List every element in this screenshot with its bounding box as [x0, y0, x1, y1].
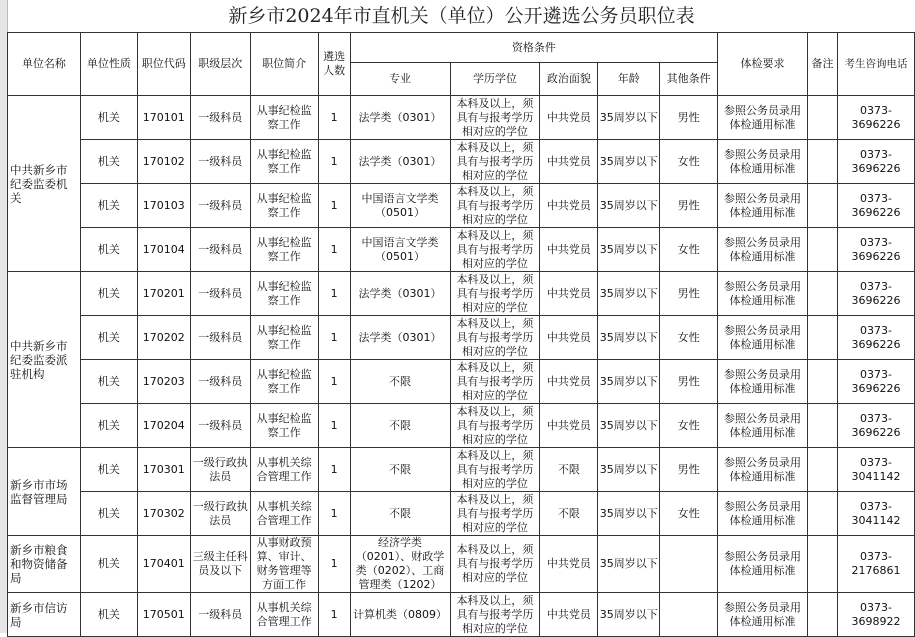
cell-level: 一级科员 — [190, 593, 250, 637]
cell-political: 不限 — [540, 492, 598, 536]
cell-physical: 参照公务员录用体检通用标准 — [718, 404, 808, 448]
cell-physical: 参照公务员录用体检通用标准 — [718, 96, 808, 140]
cell-other: 女性 — [660, 228, 718, 272]
cell-note — [807, 96, 837, 140]
cell-edu: 本科及以上，须具有与报考学历相对应的学位 — [450, 316, 540, 360]
cell-code: 170103 — [137, 184, 190, 228]
cell-other: 男性 — [660, 184, 718, 228]
cell-count: 1 — [318, 316, 350, 360]
cell-code: 170202 — [137, 316, 190, 360]
cell-intro: 从事纪检监察工作 — [250, 316, 318, 360]
cell-nature: 机关 — [80, 96, 137, 140]
cell-nature: 机关 — [80, 228, 137, 272]
cell-other: 男性 — [660, 272, 718, 316]
cell-intro: 从事纪检监察工作 — [250, 96, 318, 140]
cell-note — [807, 593, 837, 637]
cell-edu: 本科及以上，须具有与报考学历相对应的学位 — [450, 448, 540, 492]
cell-level: 一级行政执法员 — [190, 448, 250, 492]
cell-phone: 0373-2176861 — [837, 536, 914, 593]
cell-phone: 0373-3696226 — [837, 140, 914, 184]
header-intro: 职位简介 — [250, 33, 318, 96]
positions-table — [7, 32, 915, 637]
cell-phone: 0373-3041142 — [837, 492, 914, 536]
cell-edu: 本科及以上，须具有与报考学历相对应的学位 — [450, 360, 540, 404]
cell-political: 中共党员 — [540, 316, 598, 360]
cell-major: 中国语言文学类（0501） — [350, 184, 450, 228]
cell-intro: 从事纪检监察工作 — [250, 404, 318, 448]
cell-count: 1 — [318, 492, 350, 536]
cell-age: 35周岁以下 — [598, 316, 660, 360]
cell-age: 35周岁以下 — [598, 272, 660, 316]
header-major: 专业 — [350, 63, 450, 96]
cell-age: 35周岁以下 — [598, 492, 660, 536]
cell-other: 女性 — [660, 492, 718, 536]
cell-code: 170204 — [137, 404, 190, 448]
cell-level: 一级科员 — [190, 96, 250, 140]
cell-count: 1 — [318, 272, 350, 316]
cell-code: 170104 — [137, 228, 190, 272]
cell-nature: 机关 — [80, 140, 137, 184]
cell-other: 女性 — [660, 316, 718, 360]
cell-level: 一级科员 — [190, 360, 250, 404]
table-row — [8, 184, 915, 228]
cell-political: 中共党员 — [540, 228, 598, 272]
cell-major: 不限 — [350, 404, 450, 448]
cell-other: 男性 — [660, 360, 718, 404]
cell-other — [660, 593, 718, 637]
header-count: 遴选人数 — [318, 33, 350, 96]
cell-physical: 参照公务员录用体检通用标准 — [718, 272, 808, 316]
cell-physical: 参照公务员录用体检通用标准 — [718, 316, 808, 360]
cell-major: 不限 — [350, 492, 450, 536]
cell-edu: 本科及以上，须具有与报考学历相对应的学位 — [450, 96, 540, 140]
cell-edu: 本科及以上，须具有与报考学历相对应的学位 — [450, 536, 540, 593]
cell-intro: 从事纪检监察工作 — [250, 272, 318, 316]
header-level: 职级层次 — [190, 33, 250, 96]
cell-unit: 中共新乡市纪委监委派驻机构 — [8, 272, 81, 448]
cell-intro: 从事财政预算、审计、财务管理等方面工作 — [250, 536, 318, 593]
table-row — [8, 140, 915, 184]
cell-code: 170101 — [137, 96, 190, 140]
cell-count: 1 — [318, 184, 350, 228]
table-row — [8, 228, 915, 272]
page-title: 新乡市2024年市直机关（单位）公开遴选公务员职位表 — [8, 0, 915, 33]
cell-note — [807, 536, 837, 593]
cell-nature: 机关 — [80, 492, 137, 536]
cell-code: 170203 — [137, 360, 190, 404]
cell-major: 中国语言文学类（0501） — [350, 228, 450, 272]
cell-intro: 从事机关综合管理工作 — [250, 448, 318, 492]
cell-level: 一级科员 — [190, 404, 250, 448]
cell-count: 1 — [318, 228, 350, 272]
table-row — [8, 448, 915, 492]
cell-political: 中共党员 — [540, 272, 598, 316]
cell-major: 法学类（0301） — [350, 316, 450, 360]
cell-code: 170401 — [137, 536, 190, 593]
header-note: 备注 — [807, 33, 837, 96]
cell-age: 35周岁以下 — [598, 593, 660, 637]
cell-intro: 从事纪检监察工作 — [250, 184, 318, 228]
cell-level: 三级主任科员及以下 — [190, 536, 250, 593]
cell-edu: 本科及以上，须具有与报考学历相对应的学位 — [450, 272, 540, 316]
cell-code: 170302 — [137, 492, 190, 536]
cell-nature: 机关 — [80, 272, 137, 316]
table-row — [8, 593, 915, 637]
cell-age: 35周岁以下 — [598, 96, 660, 140]
cell-edu: 本科及以上，须具有与报考学历相对应的学位 — [450, 140, 540, 184]
cell-count: 1 — [318, 404, 350, 448]
cell-other — [660, 536, 718, 593]
cell-political: 中共党员 — [540, 404, 598, 448]
cell-edu: 本科及以上，须具有与报考学历相对应的学位 — [450, 228, 540, 272]
cell-physical: 参照公务员录用体检通用标准 — [718, 140, 808, 184]
cell-unit: 中共新乡市纪委监委机关 — [8, 96, 81, 272]
cell-phone: 0373-3696226 — [837, 228, 914, 272]
cell-intro: 从事纪检监察工作 — [250, 228, 318, 272]
cell-phone: 0373-3696226 — [837, 316, 914, 360]
header-age: 年龄 — [598, 63, 660, 96]
cell-unit: 新乡市粮食和物资储备局 — [8, 536, 81, 593]
cell-note — [807, 228, 837, 272]
cell-nature: 机关 — [80, 360, 137, 404]
cell-intro: 从事纪检监察工作 — [250, 360, 318, 404]
header-code: 职位代码 — [137, 33, 190, 96]
cell-unit: 新乡市市场监督管理局 — [8, 448, 81, 536]
cell-nature: 机关 — [80, 184, 137, 228]
cell-code: 170201 — [137, 272, 190, 316]
cell-major: 法学类（0301） — [350, 272, 450, 316]
header-qualifications: 资格条件 — [350, 33, 718, 63]
cell-edu: 本科及以上，须具有与报考学历相对应的学位 — [450, 184, 540, 228]
cell-level: 一级科员 — [190, 184, 250, 228]
cell-political: 不限 — [540, 448, 598, 492]
cell-phone: 0373-3696226 — [837, 404, 914, 448]
cell-phone: 0373-3698922 — [837, 593, 914, 637]
cell-age: 35周岁以下 — [598, 140, 660, 184]
header-nature: 单位性质 — [80, 33, 137, 96]
cell-other: 男性 — [660, 96, 718, 140]
cell-major: 不限 — [350, 448, 450, 492]
table-row — [8, 404, 915, 448]
cell-major: 法学类（0301） — [350, 96, 450, 140]
cell-note — [807, 448, 837, 492]
table-row — [8, 316, 915, 360]
cell-other: 女性 — [660, 404, 718, 448]
cell-age: 35周岁以下 — [598, 184, 660, 228]
table-body — [8, 96, 915, 637]
header-education: 学历学位 — [450, 63, 540, 96]
cell-age: 35周岁以下 — [598, 404, 660, 448]
cell-nature: 机关 — [80, 316, 137, 360]
cell-edu: 本科及以上，须具有与报考学历相对应的学位 — [450, 404, 540, 448]
cell-political: 中共党员 — [540, 536, 598, 593]
cell-note — [807, 404, 837, 448]
cell-note — [807, 184, 837, 228]
cell-unit: 新乡市信访局 — [8, 593, 81, 637]
cell-political: 中共党员 — [540, 96, 598, 140]
cell-age: 35周岁以下 — [598, 360, 660, 404]
cell-major: 经济学类（0201）、财政学类（0202）、工商管理类（1202） — [350, 536, 450, 593]
cell-note — [807, 140, 837, 184]
cell-phone: 0373-3041142 — [837, 448, 914, 492]
cell-age: 35周岁以下 — [598, 448, 660, 492]
cell-level: 一级科员 — [190, 228, 250, 272]
header-political: 政治面貌 — [540, 63, 598, 96]
table-row — [8, 360, 915, 404]
cell-code: 170102 — [137, 140, 190, 184]
cell-other: 男性 — [660, 448, 718, 492]
cell-major: 不限 — [350, 360, 450, 404]
header-unit: 单位名称 — [8, 33, 81, 96]
cell-physical: 参照公务员录用体检通用标准 — [718, 228, 808, 272]
cell-level: 一级科员 — [190, 316, 250, 360]
cell-code: 170301 — [137, 448, 190, 492]
cell-age: 35周岁以下 — [598, 228, 660, 272]
cell-level: 一级科员 — [190, 140, 250, 184]
cell-note — [807, 360, 837, 404]
cell-nature: 机关 — [80, 448, 137, 492]
cell-nature: 机关 — [80, 593, 137, 637]
cell-count: 1 — [318, 593, 350, 637]
cell-major: 法学类（0301） — [350, 140, 450, 184]
cell-other: 女性 — [660, 140, 718, 184]
cell-intro: 从事机关综合管理工作 — [250, 492, 318, 536]
cell-level: 一级科员 — [190, 272, 250, 316]
cell-code: 170501 — [137, 593, 190, 637]
cell-phone: 0373-3696226 — [837, 272, 914, 316]
cell-phone: 0373-3696226 — [837, 184, 914, 228]
cell-physical: 参照公务员录用体检通用标准 — [718, 536, 808, 593]
cell-physical: 参照公务员录用体检通用标准 — [718, 360, 808, 404]
cell-phone: 0373-3696226 — [837, 96, 914, 140]
cell-note — [807, 316, 837, 360]
cell-physical: 参照公务员录用体检通用标准 — [718, 593, 808, 637]
cell-physical: 参照公务员录用体检通用标准 — [718, 492, 808, 536]
cell-physical: 参照公务员录用体检通用标准 — [718, 184, 808, 228]
cell-nature: 机关 — [80, 404, 137, 448]
cell-physical: 参照公务员录用体检通用标准 — [718, 448, 808, 492]
table-row — [8, 492, 915, 536]
cell-phone: 0373-3696226 — [837, 360, 914, 404]
header-physical: 体检要求 — [718, 33, 808, 96]
cell-count: 1 — [318, 536, 350, 593]
cell-intro: 从事纪检监察工作 — [250, 140, 318, 184]
header-phone: 考生咨询电话 — [837, 33, 914, 96]
cell-political: 中共党员 — [540, 140, 598, 184]
cell-age: 35周岁以下 — [598, 536, 660, 593]
cell-note — [807, 272, 837, 316]
cell-major: 计算机类（0809） — [350, 593, 450, 637]
cell-count: 1 — [318, 140, 350, 184]
cell-count: 1 — [318, 96, 350, 140]
cell-edu: 本科及以上，须具有与报考学历相对应的学位 — [450, 593, 540, 637]
cell-nature: 机关 — [80, 536, 137, 593]
cell-political: 中共党员 — [540, 360, 598, 404]
cell-intro: 从事机关综合管理工作 — [250, 593, 318, 637]
cell-political: 中共党员 — [540, 593, 598, 637]
cell-political: 中共党员 — [540, 184, 598, 228]
cell-count: 1 — [318, 360, 350, 404]
table-row — [8, 96, 915, 140]
cell-count: 1 — [318, 448, 350, 492]
cell-note — [807, 492, 837, 536]
table-row — [8, 272, 915, 316]
cell-level: 一级行政执法员 — [190, 492, 250, 536]
header-other: 其他条件 — [660, 63, 718, 96]
table-row — [8, 536, 915, 593]
cell-edu: 本科及以上，须具有与报考学历相对应的学位 — [450, 492, 540, 536]
